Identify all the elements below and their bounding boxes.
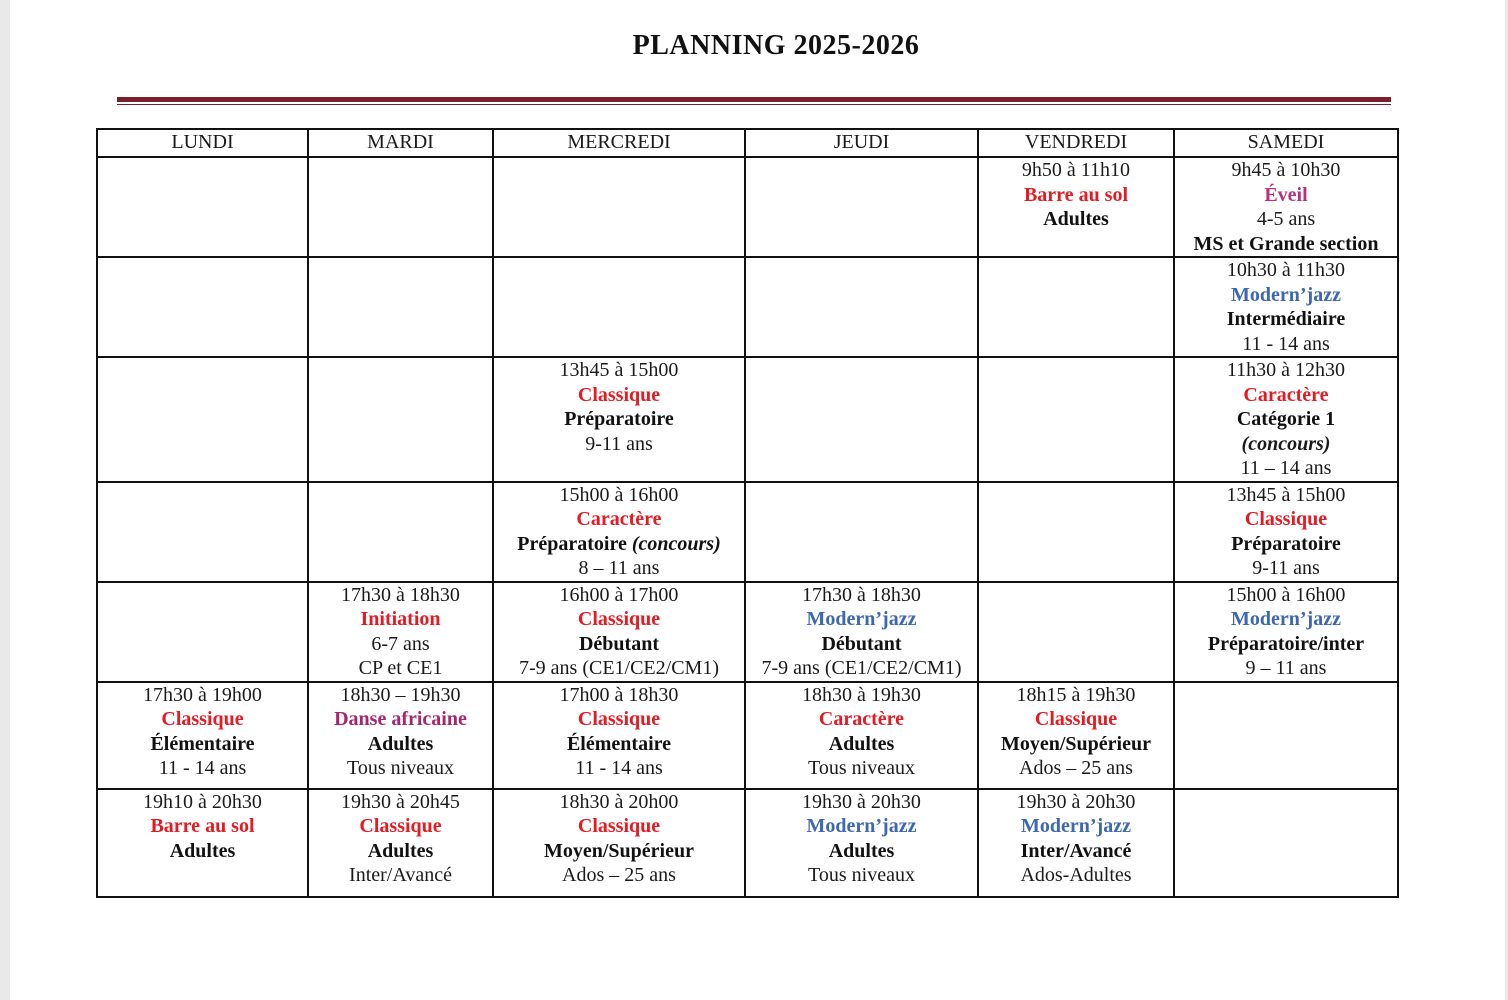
- slot-level-line: [494, 632, 744, 657]
- schedule-row: [97, 257, 1398, 357]
- slot-course: Caractère: [576, 508, 662, 530]
- schedule-row: [97, 357, 1398, 482]
- slot-course: Modern’jazz: [806, 608, 917, 630]
- slot-age: Ados-Adultes: [1020, 864, 1132, 886]
- slot-time: 18h30 à 19h30: [802, 683, 921, 706]
- empty-slot: [308, 482, 493, 582]
- slot-course: Caractère: [1243, 383, 1329, 406]
- slot-time: 19h30 à 20h30: [1016, 790, 1136, 813]
- slot-age: Ados – 25 ans: [562, 864, 676, 886]
- empty-slot: [308, 357, 493, 482]
- slot-age: 6-7 ans: [371, 632, 430, 655]
- slot-age: 7-9 ans (CE1/CE2/CM1): [761, 657, 962, 679]
- class-slot: [978, 157, 1174, 257]
- slot-level-line: [1175, 532, 1397, 557]
- slot-time: 17h30 à 18h30: [802, 583, 921, 606]
- slot-time: 18h30 à 20h00: [559, 790, 679, 813]
- empty-slot: [978, 257, 1174, 357]
- slot-level: Préparatoire: [517, 532, 627, 555]
- slot-course: Caractère: [818, 708, 905, 730]
- slot-time: 9h45 à 10h30: [1231, 159, 1341, 181]
- slot-age: 9-11 ans: [585, 432, 653, 455]
- slot-time: 17h30 à 19h00: [143, 683, 262, 706]
- empty-slot: [1174, 682, 1398, 789]
- slot-level-line: [494, 407, 744, 432]
- slot-level: Préparatoire/inter: [1207, 632, 1365, 655]
- day-header-jeudi: JEUDI: [745, 129, 978, 157]
- slot-level: Élémentaire: [566, 732, 672, 755]
- slot-time: 18h15 à 19h30: [1016, 683, 1136, 706]
- schedule-table: [96, 128, 1399, 898]
- slot-time: 10h30 à 11h30: [1226, 259, 1346, 281]
- slot-level-line: [1175, 307, 1397, 332]
- schedule-row: [97, 582, 1398, 682]
- slot-level: Inter/Avancé: [1020, 839, 1132, 862]
- slot-time: 13h45 à 15h00: [1226, 483, 1346, 506]
- slot-level: Adultes: [367, 839, 434, 862]
- slot-course: Modern’jazz: [1021, 815, 1131, 837]
- empty-slot: [308, 257, 493, 357]
- class-slot: [1174, 357, 1398, 482]
- empty-slot: [978, 357, 1174, 482]
- slot-course: Classique: [577, 708, 661, 730]
- schedule-row: [97, 682, 1398, 789]
- slot-age: Tous niveaux: [347, 757, 454, 779]
- slot-level-line: [494, 732, 744, 757]
- slot-course: Classique: [577, 608, 661, 630]
- slot-level-line: [746, 732, 977, 757]
- schedule-row: [97, 482, 1398, 582]
- page-title: PLANNING 2025-2026: [632, 30, 920, 61]
- slot-course: Modern’jazz: [1231, 283, 1341, 306]
- slot-level-line: [1175, 632, 1397, 657]
- slot-age: 9-11 ans: [1252, 557, 1320, 579]
- schedule-body: [97, 157, 1398, 897]
- slot-level-line: [98, 732, 307, 757]
- slot-level-line: [494, 532, 744, 557]
- title-rule-thin: [117, 104, 1391, 105]
- slot-time: 19h30 à 20h30: [802, 790, 921, 813]
- slot-age: 11 – 14 ans: [1240, 457, 1332, 479]
- class-slot: [308, 582, 493, 682]
- slot-time: 11h30 à 12h30: [1226, 359, 1346, 381]
- slot-course: Classique: [577, 815, 661, 837]
- slot-note: (concours): [631, 532, 721, 555]
- class-slot: [1174, 582, 1398, 682]
- slot-course: Classique: [1034, 708, 1118, 730]
- slot-age-secondary: CP et CE1: [358, 657, 443, 679]
- slot-level: Débutant: [821, 632, 902, 655]
- slot-time: 17h30 à 18h30: [341, 583, 460, 606]
- header-row: [97, 129, 1398, 157]
- empty-slot: [745, 257, 978, 357]
- slot-level-line: [979, 207, 1173, 232]
- day-header-samedi: SAMEDI: [1174, 129, 1398, 157]
- class-slot: [97, 682, 308, 789]
- slot-age: 9 – 11 ans: [1245, 657, 1327, 679]
- class-slot: [308, 682, 493, 789]
- slot-age: 11 - 14 ans: [1242, 332, 1330, 355]
- slot-level: Catégorie 1: [1236, 408, 1336, 430]
- slot-time: 19h10 à 20h30: [143, 790, 262, 813]
- class-slot: [493, 482, 745, 582]
- schedule-header: [97, 129, 1398, 157]
- slot-course: Modern’jazz: [806, 815, 917, 837]
- slot-age: 11 - 14 ans: [575, 757, 663, 779]
- slot-level-line: [979, 839, 1173, 864]
- slot-level: Préparatoire: [1231, 532, 1341, 555]
- empty-slot: [308, 157, 493, 257]
- slot-course: Modern’jazz: [1231, 608, 1341, 630]
- slot-level: Adultes: [828, 732, 895, 755]
- slot-course: Barre au sol: [1023, 183, 1129, 206]
- slot-age: Inter/Avancé: [349, 864, 452, 886]
- slot-time: 19h30 à 20h45: [341, 790, 460, 813]
- class-slot: [745, 682, 978, 789]
- day-header-vendredi: VENDREDI: [978, 129, 1174, 157]
- day-header-mardi: MARDI: [308, 129, 493, 157]
- slot-level-line: [309, 732, 492, 757]
- empty-slot: [745, 357, 978, 482]
- slot-course: Danse africaine: [334, 708, 467, 730]
- class-slot: [1174, 257, 1398, 357]
- slot-level-line: [746, 632, 977, 657]
- slot-level-line: [1175, 407, 1397, 432]
- class-slot: [745, 582, 978, 682]
- class-slot: [978, 682, 1174, 789]
- slot-time: 15h00 à 16h00: [559, 483, 679, 506]
- empty-slot: [493, 257, 745, 357]
- slot-level: Moyen/Supérieur: [1001, 732, 1151, 755]
- title-rule-thick: [117, 97, 1391, 102]
- slot-time: 13h45 à 15h00: [559, 359, 679, 381]
- slot-level-line: [309, 839, 492, 864]
- class-slot: [308, 789, 493, 897]
- empty-slot: [745, 157, 978, 257]
- class-slot: [493, 582, 745, 682]
- slot-time: 18h30 – 19h30: [340, 683, 461, 706]
- slot-level: Adultes: [828, 839, 895, 862]
- slot-level-line: [746, 839, 977, 864]
- slot-course: Classique: [161, 708, 244, 730]
- empty-slot: [97, 257, 308, 357]
- slot-age: Tous niveaux: [808, 757, 915, 779]
- slot-course: Classique: [1244, 508, 1328, 530]
- slot-level: Intermédiaire: [1226, 308, 1346, 330]
- slot-course: Classique: [577, 383, 661, 406]
- slot-level-line: [979, 732, 1173, 757]
- schedule-row: [97, 157, 1398, 257]
- slot-time: 15h00 à 16h00: [1226, 583, 1346, 606]
- slot-level: Adultes: [367, 732, 434, 755]
- class-slot: [97, 789, 308, 897]
- slot-age: Ados – 25 ans: [1019, 757, 1133, 779]
- class-slot: [493, 682, 745, 789]
- slot-time: 16h00 à 17h00: [559, 583, 679, 606]
- slot-note: (concours): [1241, 432, 1331, 455]
- empty-slot: [1174, 789, 1398, 897]
- slot-age: 8 – 11 ans: [578, 557, 660, 579]
- slot-level: Adultes: [1043, 208, 1109, 230]
- slot-level-line: [494, 839, 744, 864]
- empty-slot: [97, 357, 308, 482]
- class-slot: [493, 357, 745, 482]
- slot-course: Classique: [359, 815, 442, 837]
- slot-time: 17h00 à 18h30: [559, 683, 679, 706]
- empty-slot: [97, 482, 308, 582]
- empty-slot: [97, 582, 308, 682]
- slot-course: Barre au sol: [150, 815, 255, 837]
- slot-level: Élémentaire: [150, 732, 255, 755]
- class-slot: [745, 789, 978, 897]
- class-slot: [978, 789, 1174, 897]
- slot-age: 11 - 14 ans: [158, 757, 247, 779]
- schedule-row: [97, 789, 1398, 897]
- class-slot: [1174, 157, 1398, 257]
- slot-level: Moyen/Supérieur: [544, 839, 694, 862]
- empty-slot: [97, 157, 308, 257]
- slot-level: Adultes: [169, 839, 236, 862]
- day-header-lundi: LUNDI: [97, 129, 308, 157]
- empty-slot: [745, 482, 978, 582]
- empty-slot: [978, 582, 1174, 682]
- slot-course: Initiation: [360, 608, 441, 630]
- slot-level: Débutant: [578, 632, 659, 655]
- day-header-mercredi: MERCREDI: [493, 129, 745, 157]
- slot-course: Éveil: [1264, 183, 1308, 206]
- class-slot: [493, 789, 745, 897]
- slot-age: 4-5 ans: [1256, 208, 1316, 230]
- empty-slot: [978, 482, 1174, 582]
- slot-level-line: [98, 839, 307, 864]
- slot-time: 9h50 à 11h10: [1021, 159, 1131, 181]
- slot-level-secondary: MS et Grande section: [1193, 232, 1379, 255]
- slot-age: 7-9 ans (CE1/CE2/CM1): [519, 657, 719, 679]
- slot-age: Tous niveaux: [808, 864, 915, 886]
- empty-slot: [493, 157, 745, 257]
- slot-level: Préparatoire: [564, 408, 674, 430]
- class-slot: [1174, 482, 1398, 582]
